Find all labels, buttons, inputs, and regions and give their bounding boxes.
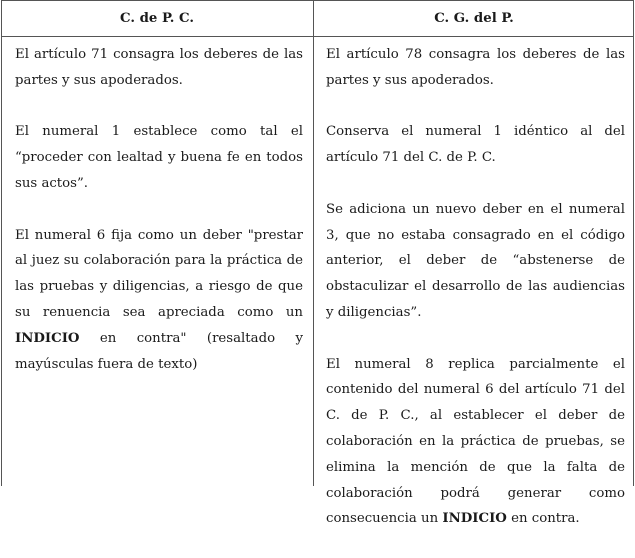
cpc-paragraph-numeral-1: El numeral 1 establece como tal el “proceder con lealtad y buena fe en todos sus actos”. xyxy=(15,124,303,191)
cpc-numeral-6-text: El numeral 6 fija como un deber "prestar al juez su colaboración para la práctica de las pruebas y diligencias, a riesgo de que su renuencia sea apreciada como un xyxy=(15,227,303,320)
header-cgp: C. G. del P. xyxy=(434,11,514,26)
cpc-indicio-bold: INDICIO xyxy=(15,330,80,346)
cpc-paragraph-article-71: El artículo 71 consagra los deberes de las partes y sus apoderados. xyxy=(15,47,303,88)
cgp-numeral-8-text: El numeral 8 replica parcialmente el contenido del numeral 6 del artículo 71 del C. de P. C., al establecer el deber de colaboración en la práctica de pruebas, se elimina la mención de que la falta de colaboración podrá generar como consecuencia un xyxy=(326,356,625,527)
cgp-paragraph-numeral-8 xyxy=(326,352,625,533)
cgp-numeral-8-tail: en contra. xyxy=(506,511,580,527)
right-column-cgp xyxy=(326,42,625,558)
cgp-paragraph-numeral-1: Conserva el numeral 1 idéntico al del artículo 71 del C. de P. C. xyxy=(326,124,625,166)
cpc-paragraph-numeral-6 xyxy=(15,223,303,378)
comparison-table xyxy=(1,0,634,527)
cgp-paragraph-numeral-3: Se adiciona un nuevo deber en el numeral 3, que no estaba consagrado en el código anterior, el deber de “abstenerse de obstaculizar el desarrollo de las audiencias y diligencias”. xyxy=(326,201,625,320)
cgp-paragraph-article-78: El artículo 78 consagra los deberes de las partes y sus apoderados. xyxy=(326,47,625,88)
cgp-indicio-bold: INDICIO xyxy=(442,511,507,527)
cpc-numeral-6-tail: en contra" (resaltado y mayúsculas fuera de texto) xyxy=(15,330,303,372)
header-divider xyxy=(1,36,634,37)
header-cpc: C. de P. C. xyxy=(119,11,195,26)
left-column-cpc xyxy=(15,42,303,403)
column-divider xyxy=(313,0,314,486)
